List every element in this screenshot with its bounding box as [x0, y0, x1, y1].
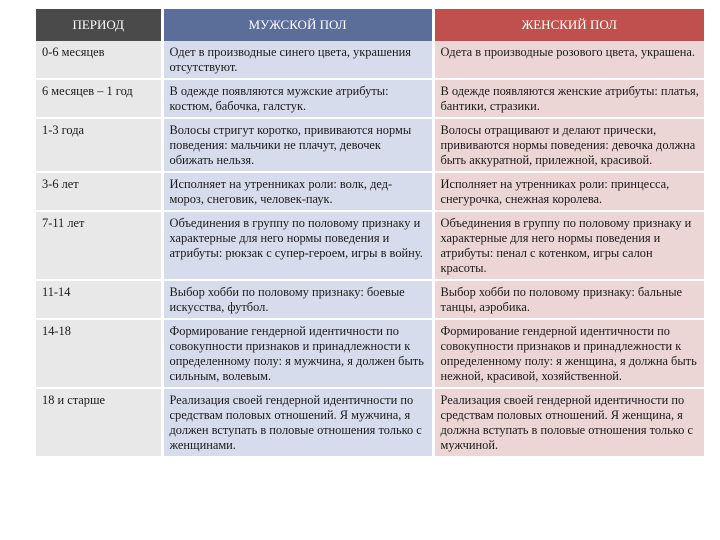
female-cell: Волосы отращивают и делают прически, прививаются нормы поведения: девочка должна быть аккуратной, прилежной, красивой. — [433, 118, 704, 172]
female-cell: В одежде появляются женские атрибуты: платья, бантики, стразики. — [433, 79, 704, 118]
header-male: МУЖСКОЙ ПОЛ — [162, 9, 433, 41]
table-row — [36, 388, 704, 457]
period-cell: 6 месяцев – 1 год — [36, 79, 162, 118]
male-cell: Волосы стригут коротко, прививаются нормы поведения: мальчики не плачут, девочек обижать нельзя. — [162, 118, 433, 172]
table-row — [36, 319, 704, 388]
period-cell: 3-6 лет — [36, 172, 162, 211]
header-female: ЖЕНСКИЙ ПОЛ — [433, 9, 704, 41]
table-row — [36, 41, 704, 79]
header-period: ПЕРИОД — [36, 9, 162, 41]
female-cell: Объединения в группу по половому признаку и характерные для него нормы поведения и атрибуты: пенал с котенком, игры салон красоты. — [433, 211, 704, 280]
period-cell: 1-3 года — [36, 118, 162, 172]
female-cell: Реализация своей гендерной идентичности по средствам половых отношений. Я женщина, я должна вступать в половые отношения только с мужчиной. — [433, 388, 704, 457]
table-header-row — [36, 9, 704, 41]
male-cell: Одет в производные синего цвета, украшения отсутствуют. — [162, 41, 433, 79]
table-row — [36, 211, 704, 280]
period-cell: 7-11 лет — [36, 211, 162, 280]
female-cell: Выбор хобби по половому признаку: бальные танцы, аэробика. — [433, 280, 704, 319]
period-cell: 18 и старше — [36, 388, 162, 457]
period-cell: 14-18 — [36, 319, 162, 388]
table-row — [36, 172, 704, 211]
table-row — [36, 280, 704, 319]
gender-identity-table — [36, 9, 704, 458]
male-cell: Объединения в группу по половому признаку и характерные для него нормы поведения и атрибуты: рюкзак с супер-героем, игры в войну. — [162, 211, 433, 280]
male-cell: В одежде появляются мужские атрибуты: костюм, бабочка, галстук. — [162, 79, 433, 118]
period-cell: 11-14 — [36, 280, 162, 319]
table-row — [36, 79, 704, 118]
male-cell: Реализация своей гендерной идентичности по средствам половых отношений. Я мужчина, я должен вступать в половые отношения только с женщинами. — [162, 388, 433, 457]
female-cell: Исполняет на утренниках роли: принцесса, снегурочка, снежная королева. — [433, 172, 704, 211]
female-cell: Формирование гендерной идентичности по совокупности признаков и принадлежности к определенному полу: я женщина, я должна быть нежной, красивой, хозяйственной. — [433, 319, 704, 388]
male-cell: Формирование гендерной идентичности по совокупности признаков и принадлежности к определенному полу: я мужчина, я должен быть сильным, волевым. — [162, 319, 433, 388]
table-row — [36, 118, 704, 172]
period-cell: 0-6 месяцев — [36, 41, 162, 79]
male-cell: Выбор хобби по половому признаку: боевые искусства, футбол. — [162, 280, 433, 319]
female-cell: Одета в производные розового цвета, украшена. — [433, 41, 704, 79]
male-cell: Исполняет на утренниках роли: волк, дед-мороз, снеговик, человек-паук. — [162, 172, 433, 211]
